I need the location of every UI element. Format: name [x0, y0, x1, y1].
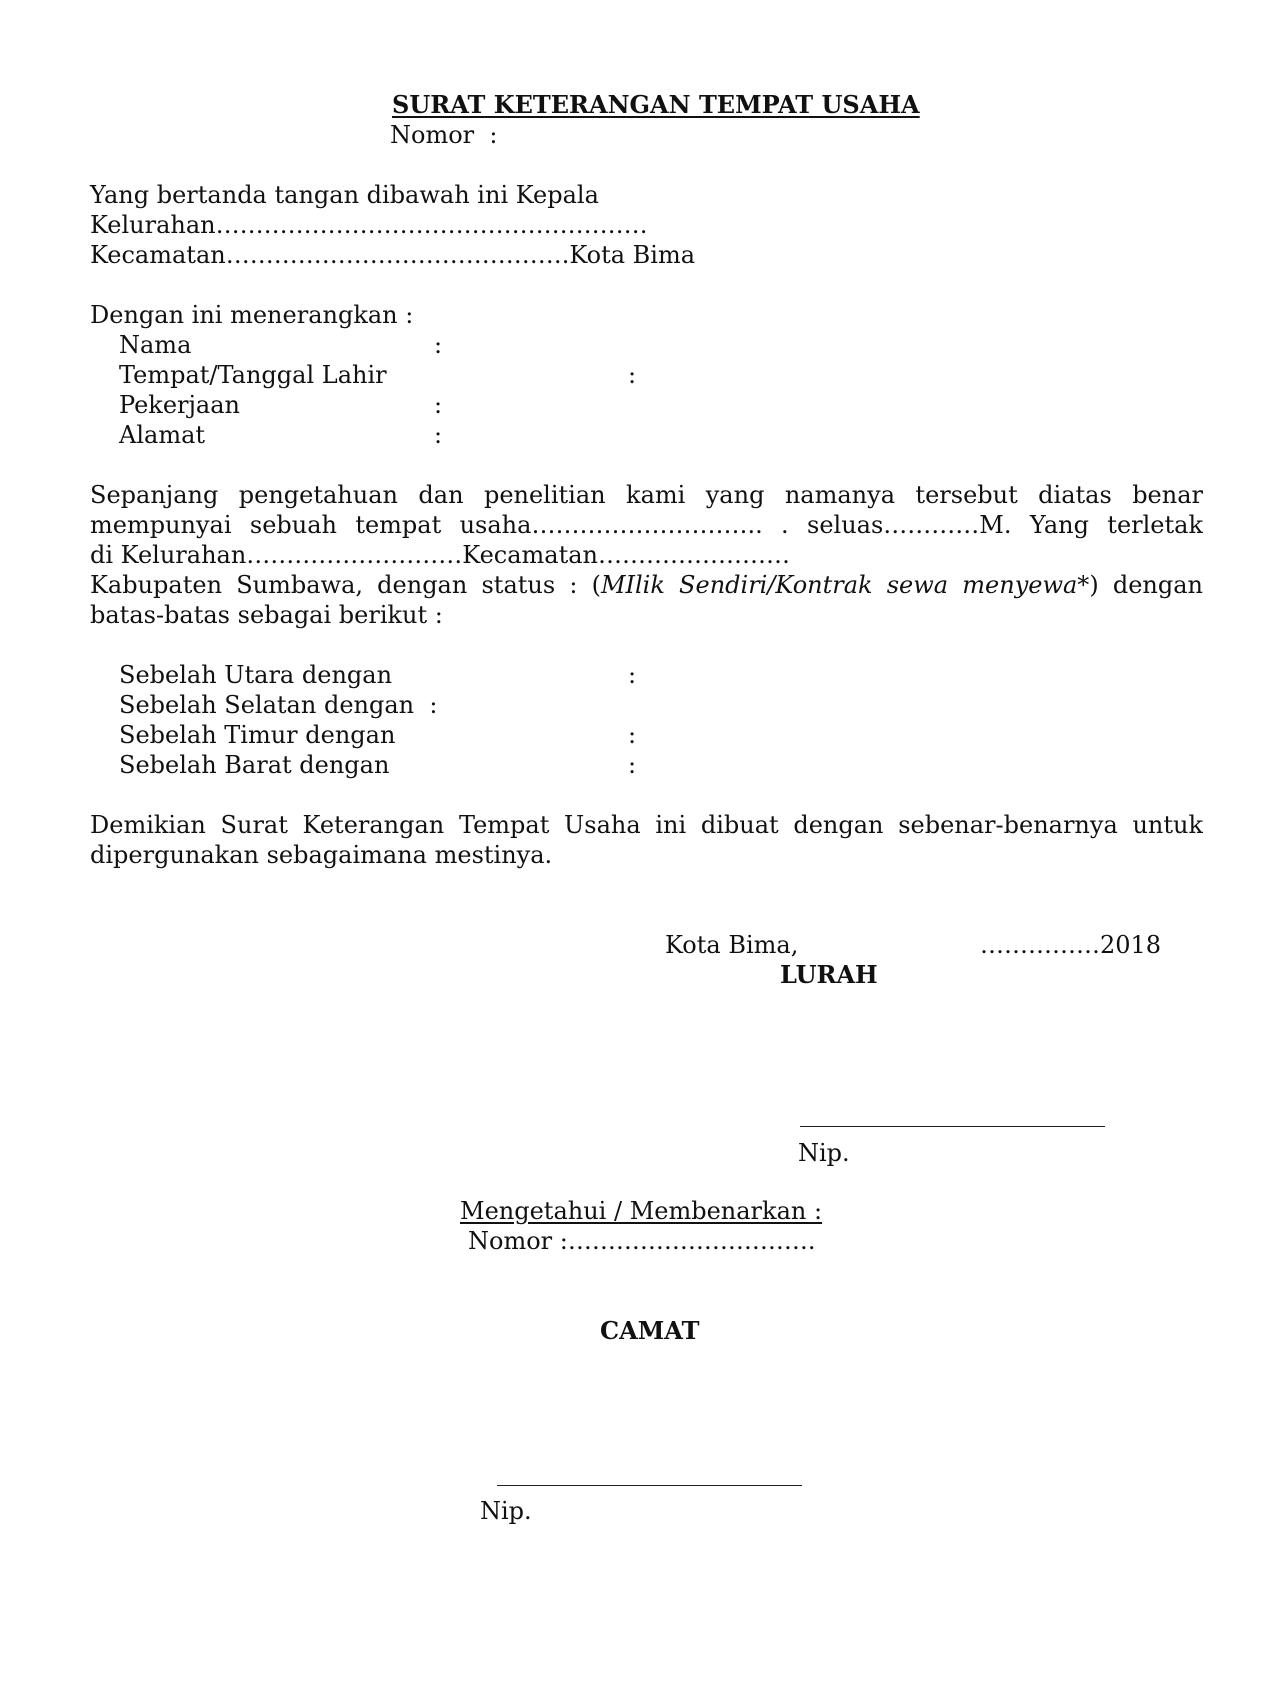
closing-line-2: dipergunakan sebagaimana mestinya. — [90, 841, 553, 869]
lurah-nip: Nip. — [798, 1139, 850, 1167]
field-label-pekerjaan: Pekerjaan — [119, 391, 241, 419]
paragraph-line-3: di Kelurahan………………………Kecamatan…………………… — [90, 541, 791, 569]
field-label-alamat: Alamat — [119, 421, 206, 449]
field-colon-ttl: : — [628, 361, 637, 389]
document-title: SURAT KETERANGAN TEMPAT USAHA — [392, 90, 920, 119]
acknowledge-label: Mengetahui / Membenarkan : — [460, 1197, 823, 1225]
field-label-nama: Nama — [119, 331, 192, 359]
boundary-label-utara: Sebelah Utara dengan — [119, 661, 393, 689]
boundary-colon-barat: : — [628, 751, 637, 779]
boundary-colon-timur: : — [628, 721, 637, 749]
camat-signature-line — [497, 1485, 802, 1486]
closing-line-1: Demikian Surat Keterangan Tempat Usaha ini dibuat dengan sebenar-benarnya untuk — [90, 811, 1203, 839]
camat-nip: Nip. — [480, 1497, 532, 1525]
boundary-label-selatan: Sebelah Selatan dengan : — [119, 691, 438, 719]
status-prefix: Kabupaten Sumbawa, dengan status : ( — [90, 571, 601, 599]
declare-label: Dengan ini menerangkan : — [90, 301, 414, 329]
field-colon-pekerjaan: : — [434, 391, 443, 419]
acknowledge-nomor: Nomor :…………………………. — [468, 1227, 816, 1255]
lurah-title: LURAH — [780, 960, 878, 989]
status-options: MIlik Sendiri/Kontrak sewa menyewa* — [600, 571, 1090, 599]
paragraph-line-2: mempunyai sebuah tempat usaha……………………….. . seluas…………M. Yang terletak — [90, 511, 1203, 539]
intro-line-1: Yang bertanda tangan dibawah ini Kepala — [90, 181, 599, 209]
paragraph-line-1: Sepanjang pengetahuan dan penelitian kami yang namanya tersebut diatas benar — [90, 481, 1203, 509]
intro-line-kelurahan: Kelurahan……………………………………………… — [90, 211, 648, 239]
camat-title: CAMAT — [600, 1316, 700, 1345]
place-label: Kota Bima, — [665, 931, 799, 959]
intro-line-kecamatan: Kecamatan…………………………………….Kota Bima — [90, 241, 696, 269]
boundary-label-barat: Sebelah Barat dengan — [119, 751, 390, 779]
date-label: ……………2018 — [980, 931, 1162, 959]
paragraph-business-location — [90, 480, 1203, 630]
paragraph-line-4 — [90, 570, 1203, 600]
boundary-colon-utara: : — [628, 661, 637, 689]
status-suffix: ) dengan — [1089, 571, 1203, 599]
paragraph-line-5: batas-batas sebagai berikut : — [90, 601, 443, 629]
field-label-ttl: Tempat/Tanggal Lahir — [119, 361, 387, 389]
closing-paragraph — [90, 810, 1203, 870]
nomor-label: Nomor : — [390, 121, 498, 149]
boundary-label-timur: Sebelah Timur dengan — [119, 721, 396, 749]
field-colon-nama: : — [434, 331, 443, 359]
lurah-signature-line — [800, 1126, 1105, 1127]
field-colon-alamat: : — [434, 421, 443, 449]
